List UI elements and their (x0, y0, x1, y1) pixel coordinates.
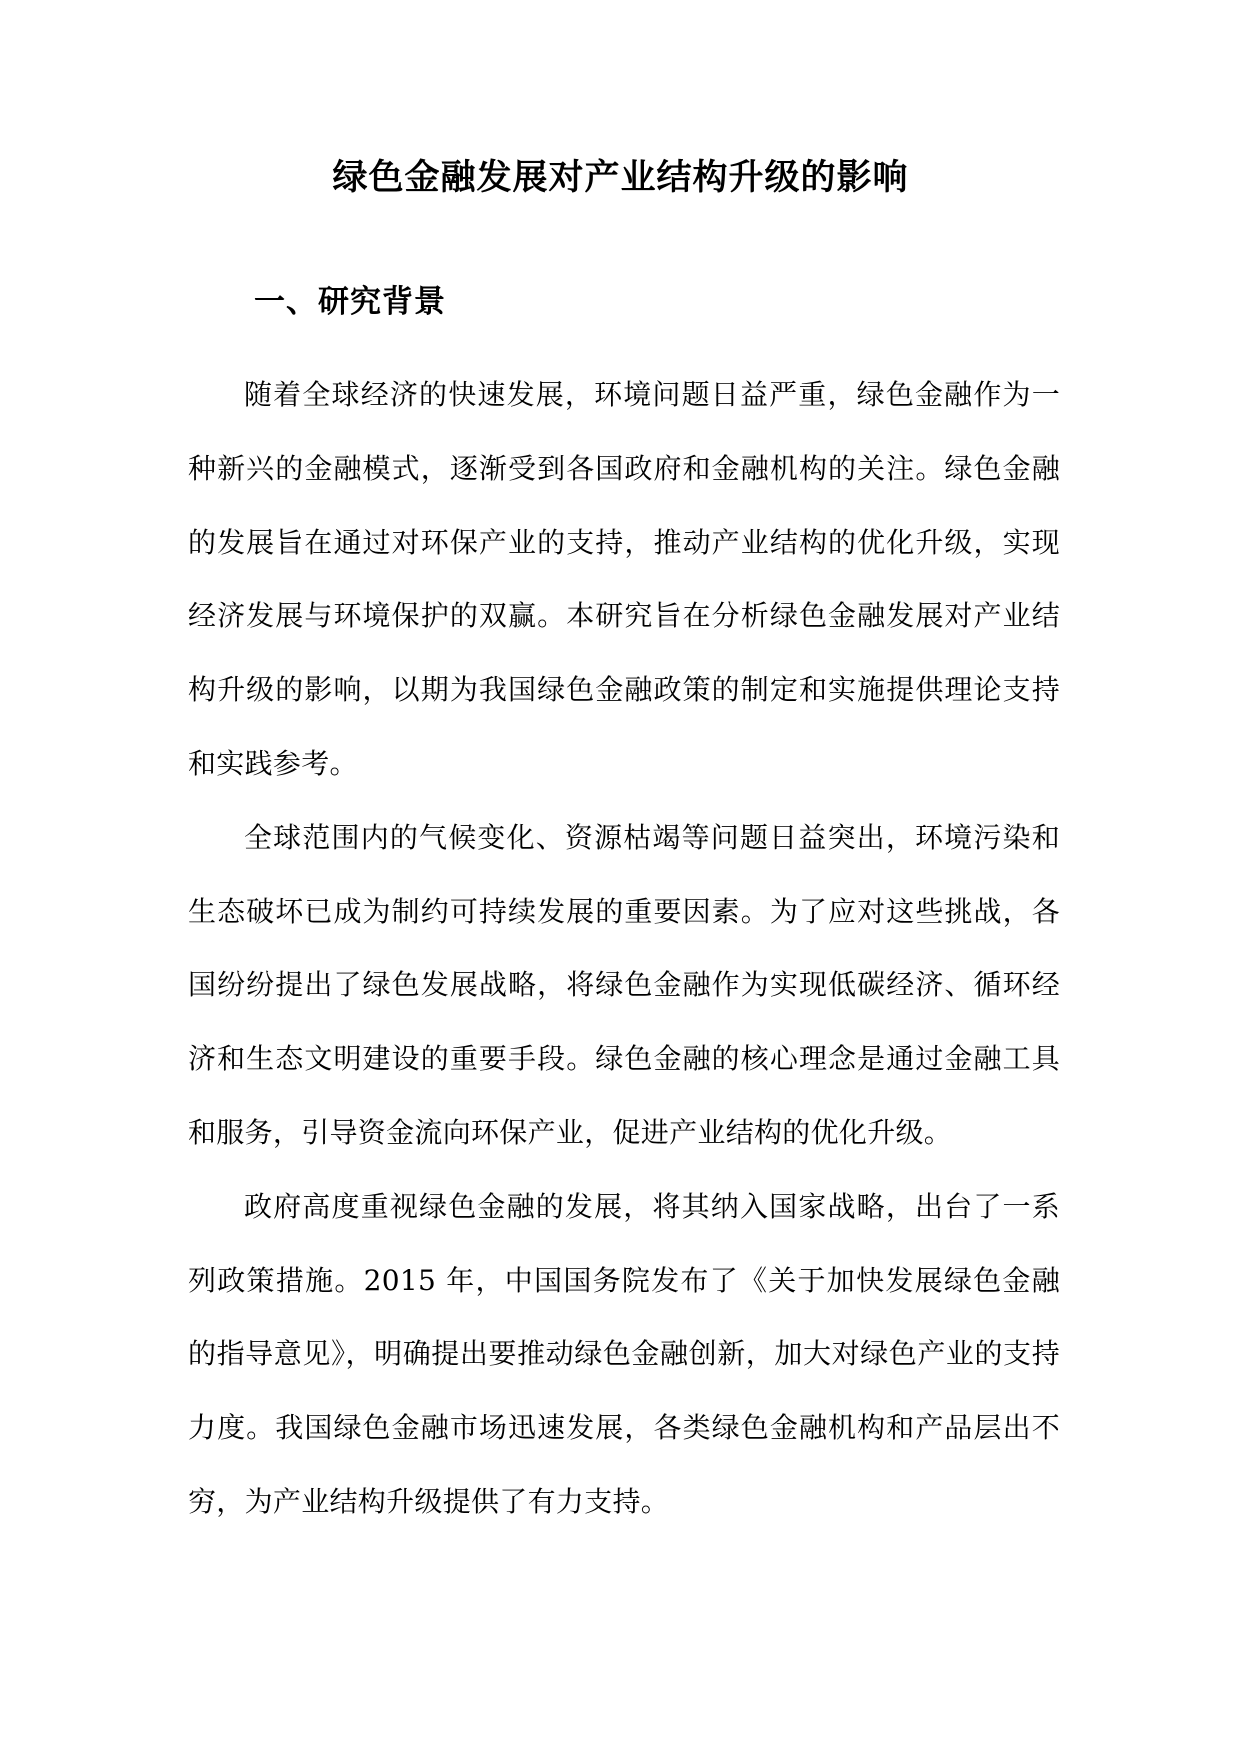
section-heading: 一、研究背景 (254, 284, 446, 320)
paragraph-2: 全球范围内的气候变化、资源枯竭等问题日益突出，环境污染和生态破坏已成为制约可持续发展的重要因素。为了应对这些挑战，各国纷纷提出了绿色发展战略，将绿色金融作为实现低碳经济、循环经济和生态文明建设的重要手段。绿色金融的核心理念是通过金融工具和服务，引导资金流向环保产业，促进产业结构的优化升级。 (188, 820, 1060, 1149)
paragraph-3: 政府高度重视绿色金融的发展，将其纳入国家战略，出台了一系列政策措施。2015 年，中国国务院发布了《关于加快发展绿色金融的指导意见》，明确提出要推动绿色金融创新，加大对绿色产业的支持力度。我国绿色金融市场迅速发展，各类绿色金融机构和产品层出不穷，为产业结构升级提供了有力支持。 (188, 1189, 1060, 1518)
document-title: 绿色金融发展对产业结构升级的影响 (332, 157, 909, 198)
paragraph-1: 随着全球经济的快速发展，环境问题日益严重，绿色金融作为一种新兴的金融模式，逐渐受到各国政府和金融机构的关注。绿色金融的发展旨在通过对环保产业的支持，推动产业结构的优化升级，实现经济发展与环境保护的双赢。本研究旨在分析绿色金融发展对产业结构升级的影响，以期为我国绿色金融政策的制定和实施提供理论支持和实践参考。 (188, 378, 1060, 780)
document-body (188, 358, 1060, 1539)
